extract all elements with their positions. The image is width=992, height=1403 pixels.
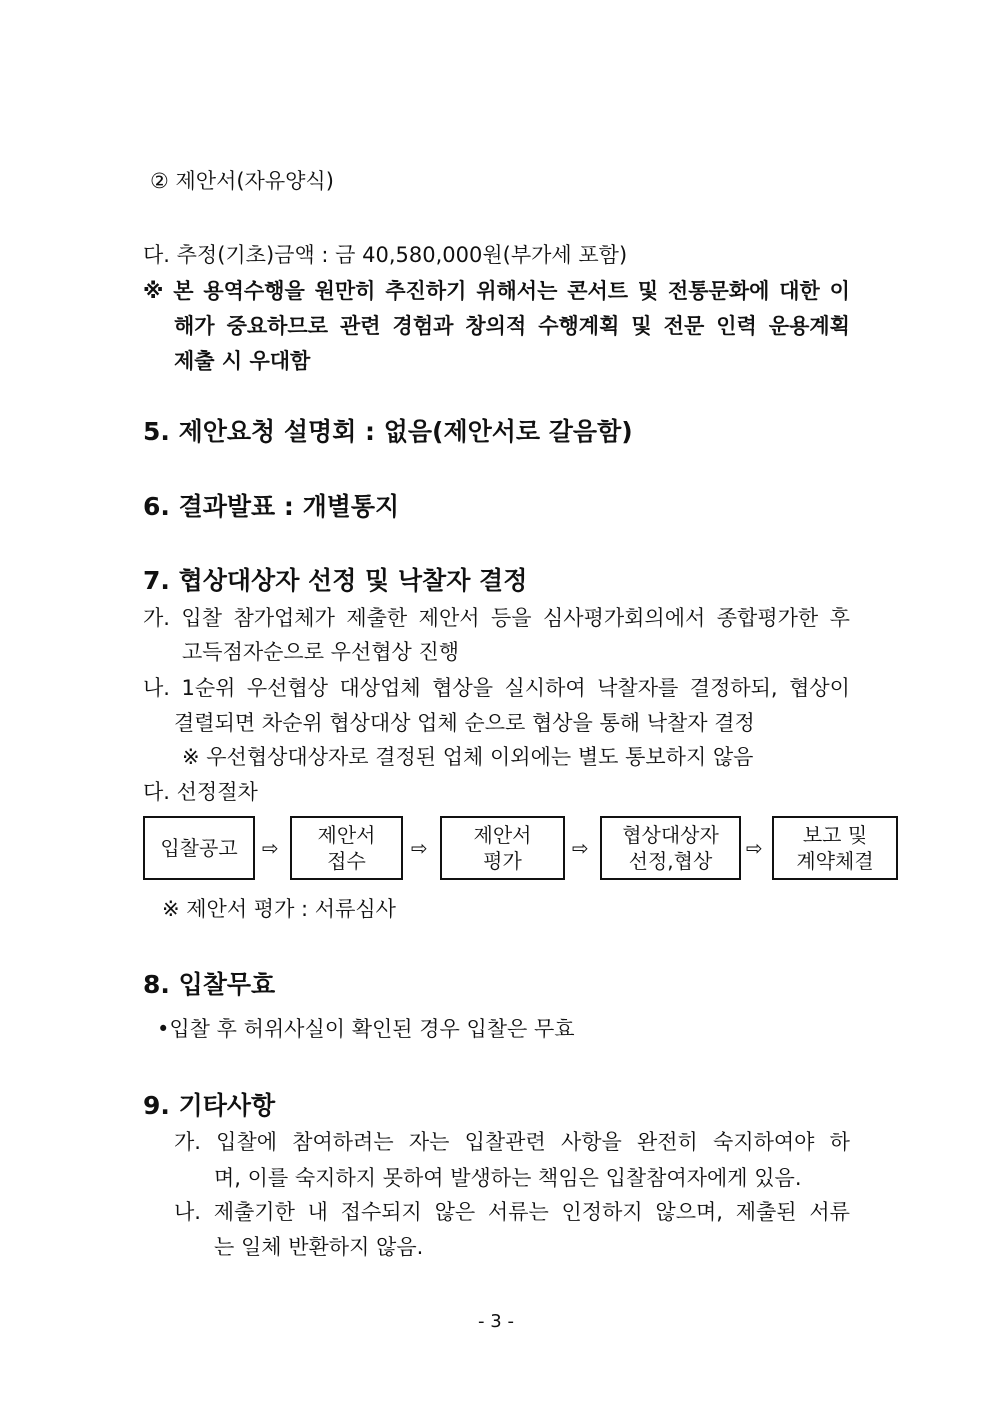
section-7-heading: 7. 협상대상자 선정 및 낙찰자 결정 (143, 566, 528, 595)
section-9-na-line1: 나. 제출기한 내 접수되지 않은 서류는 인정하지 않으며, 제출된 서류 (174, 1200, 850, 1224)
flow-step-contract: 보고 및 계약체결 (772, 816, 898, 880)
flow-arrow-icon: ⇨ (746, 836, 763, 860)
flow-step-negotiation: 협상대상자 선정,협상 (600, 816, 741, 880)
section-9-ga-line2: 며, 이를 숙지하지 못하여 발생하는 책임은 입찰참여자에게 있음. (214, 1166, 802, 1190)
flow-note: ※ 제안서 평가 : 서류심사 (162, 897, 396, 921)
section-7-na-line1: 나. 1순위 우선협상 대상업체 협상을 실시하여 낙찰자를 결정하되, 협상이 (143, 676, 850, 700)
section-8-heading: 8. 입찰무효 (143, 970, 276, 999)
section-7-ga-line2: 고득점자순으로 우선협상 진행 (182, 640, 460, 664)
flow-arrow-icon: ⇨ (572, 836, 589, 860)
flow-arrow-icon: ⇨ (411, 836, 428, 860)
proposal-form-line: ② 제안서(자유양식) (150, 169, 334, 193)
page-number: - 3 - (478, 1311, 514, 1332)
section-7-ga-line1: 가. 입찰 참가업체가 제출한 제안서 등을 심사평가회의에서 종합평가한 후 (143, 606, 850, 630)
section-9-heading: 9. 기타사항 (143, 1091, 276, 1120)
estimated-price-line: 다. 추정(기초)금액 : 금 40,580,000원(부가세 포함) (143, 243, 628, 267)
section-7-na-line2: 결렬되면 차순위 협상대상 업체 순으로 협상을 통해 낙찰자 결정 (174, 711, 755, 735)
flow-arrow-icon: ⇨ (262, 836, 279, 860)
flow-step-announcement: 입찰공고 (143, 816, 255, 880)
flow-step-evaluation: 제안서 평가 (440, 816, 565, 880)
section-8-bullet: •입찰 후 허위사실이 확인된 경우 입찰은 무효 (157, 1017, 575, 1041)
preference-note-line1: ※ 본 용역수행을 원만히 추진하기 위해서는 콘서트 및 전통문화에 대한 이 (143, 279, 850, 303)
section-7-da-label: 다. 선정절차 (143, 780, 258, 804)
section-5-heading: 5. 제안요청 설명회 : 없음(제안서로 갈음함) (143, 417, 633, 446)
preference-note-line3: 제출 시 우대함 (174, 349, 311, 373)
section-7-na-note: ※ 우선협상대상자로 결정된 업체 이외에는 별도 통보하지 않음 (182, 745, 754, 769)
flow-step-receipt: 제안서 접수 (290, 816, 403, 880)
preference-note-line2: 해가 중요하므로 관련 경험과 창의적 수행계획 및 전문 인력 운용계획 (174, 314, 850, 338)
section-9-na-line2: 는 일체 반환하지 않음. (214, 1235, 424, 1259)
section-9-ga-line1: 가. 입찰에 참여하려는 자는 입찰관련 사항을 완전히 숙지하여야 하 (174, 1130, 850, 1154)
section-6-heading: 6. 결과발표 : 개별통지 (143, 492, 400, 521)
